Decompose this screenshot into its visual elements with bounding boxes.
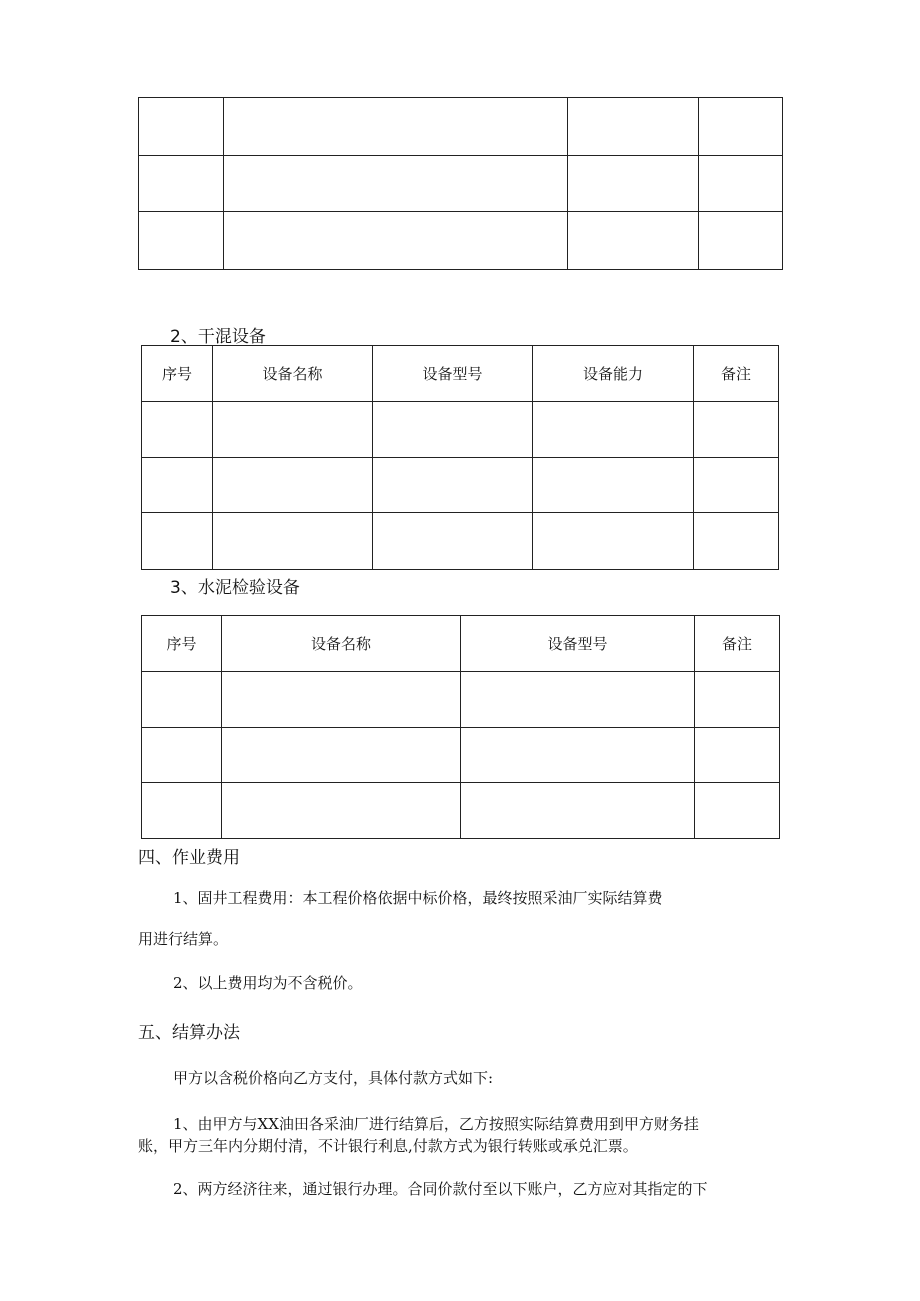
table-cell (224, 98, 568, 156)
paragraph-fee-1-line2: 用进行结算。 (138, 930, 229, 948)
table-cell (533, 458, 694, 513)
table-cell (224, 156, 568, 212)
table-cell (213, 402, 373, 458)
table-cell (568, 98, 699, 156)
table-cell (142, 728, 222, 783)
table-cell (695, 672, 780, 728)
table-header-row (142, 616, 780, 672)
table-cell (533, 513, 694, 570)
table-cell (695, 728, 780, 783)
table-cell (694, 513, 779, 570)
paragraph-fee-1-line1: 1、固井工程费用：本工程价格依据中标价格，最终按照采油厂实际结算费 (173, 889, 663, 907)
cement-testing-equipment-table (141, 615, 780, 839)
table-header-row (142, 346, 779, 402)
table-cell (142, 513, 213, 570)
table-row (142, 402, 779, 458)
table-cell (222, 672, 461, 728)
table-cell (213, 513, 373, 570)
table-cell (222, 783, 461, 839)
table-cell (224, 212, 568, 270)
table-cell (373, 513, 533, 570)
table-cell (222, 728, 461, 783)
table-cell (142, 783, 222, 839)
paragraph-fee-2: 2、以上费用均为不含税价。 (173, 974, 363, 992)
table-row (142, 783, 780, 839)
header-index: 序号 (142, 346, 213, 402)
table-cell (139, 156, 224, 212)
paragraph-settlement-2-line1: 2、两方经济往来，通过银行办理。合同价款付至以下账户，乙方应对其指定的下 (173, 1180, 708, 1198)
table-cell (139, 212, 224, 270)
table-cell (568, 156, 699, 212)
table-cell (533, 402, 694, 458)
table-cell (461, 783, 695, 839)
table-cell (699, 156, 783, 212)
table-row (142, 672, 780, 728)
table-cell (694, 458, 779, 513)
header-remarks: 备注 (694, 346, 779, 402)
section-title-cement-testing-equipment: 3、水泥检验设备 (170, 578, 300, 598)
header-equipment-capacity: 设备能力 (533, 346, 694, 402)
table-row (142, 513, 779, 570)
table-cell (142, 402, 213, 458)
table-cell (461, 728, 695, 783)
table-cell (142, 458, 213, 513)
table-cell (699, 98, 783, 156)
header-equipment-model: 设备型号 (461, 616, 695, 672)
table-cell (695, 783, 780, 839)
table-cell (373, 458, 533, 513)
table-cell (373, 402, 533, 458)
table-row (142, 728, 780, 783)
table-cell (142, 672, 222, 728)
header-equipment-model: 设备型号 (373, 346, 533, 402)
table-cell (139, 98, 224, 156)
section-title-dry-mix-equipment: 2、干混设备 (170, 327, 266, 347)
table-cell (461, 672, 695, 728)
section-title-settlement-method: 五、结算办法 (138, 1023, 240, 1043)
dry-mix-equipment-table (141, 345, 779, 570)
paragraph-settlement-1-line2: 账，甲方三年内分期付清，不计银行利息,付款方式为银行转账或承兑汇票。 (138, 1137, 638, 1155)
table-cell (213, 458, 373, 513)
header-equipment-name: 设备名称 (222, 616, 461, 672)
section-title-operation-fees: 四、作业费用 (138, 848, 240, 868)
paragraph-settlement-intro: 甲方以含税价格向乙方支付，具体付款方式如下: (173, 1069, 494, 1087)
header-remarks: 备注 (695, 616, 780, 672)
paragraph-settlement-1-line1: 1、由甲方与XX油田各采油厂进行结算后，乙方按照实际结算费用到甲方财务挂 (173, 1115, 699, 1133)
table-row (142, 458, 779, 513)
table-cell (694, 402, 779, 458)
table-cell (699, 212, 783, 270)
table-cell (568, 212, 699, 270)
header-equipment-name: 设备名称 (213, 346, 373, 402)
equipment-table-continued (138, 97, 783, 270)
header-index: 序号 (142, 616, 222, 672)
